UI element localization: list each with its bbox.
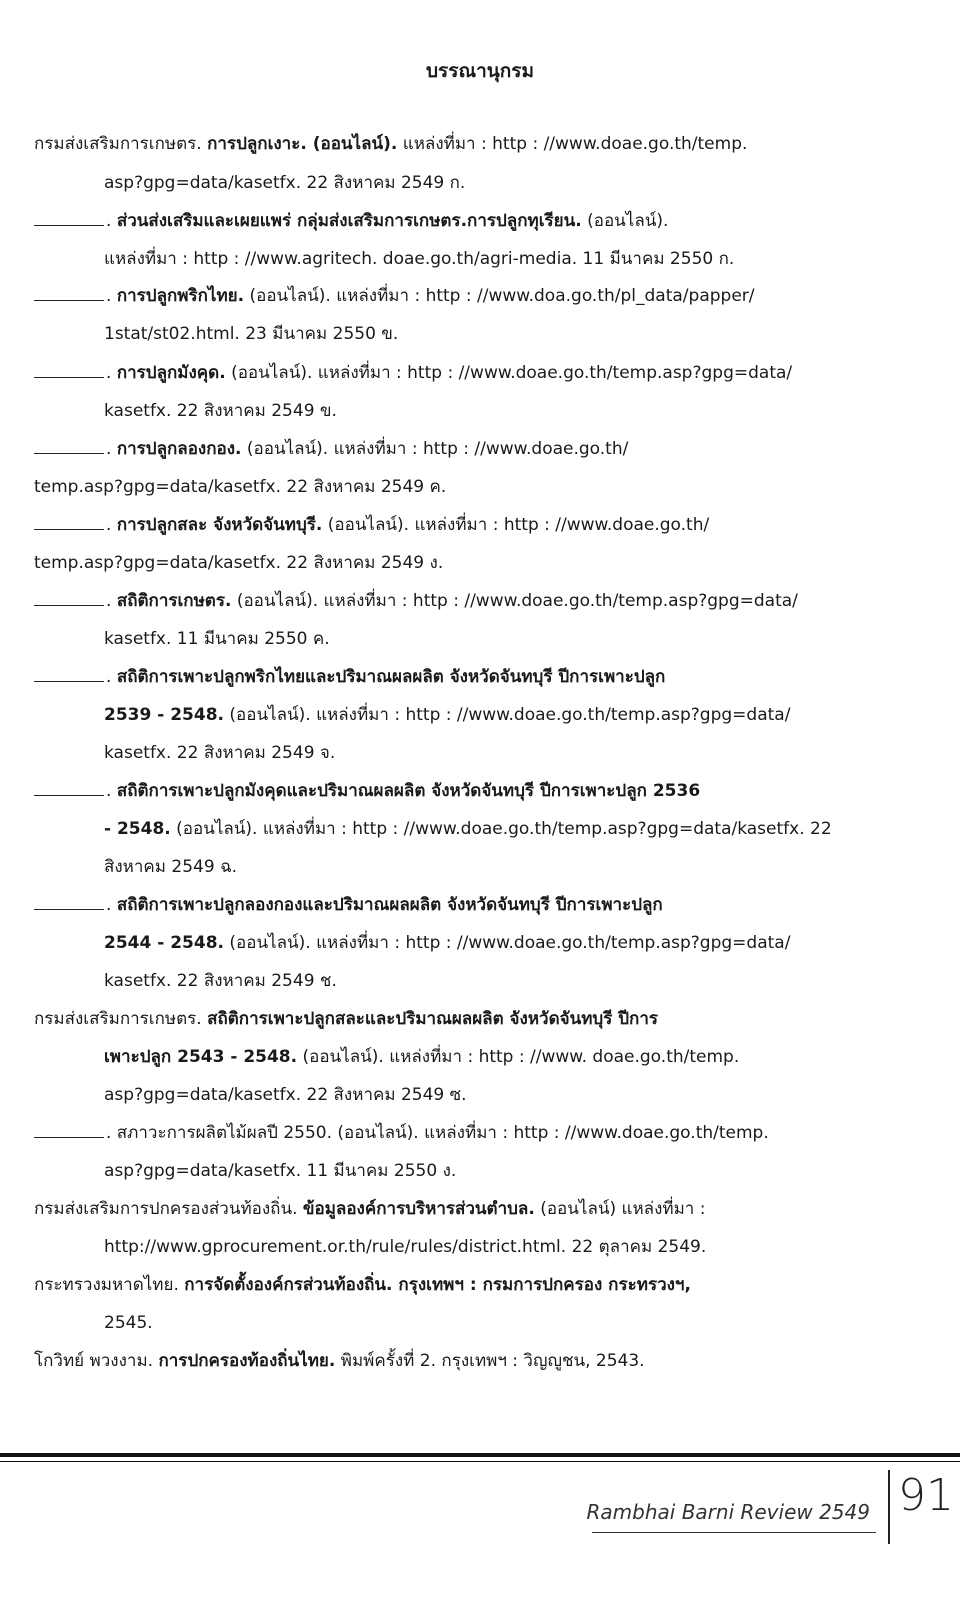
reference-line [104, 172, 465, 194]
reference-text: . [106, 439, 117, 459]
reference-text: สิงหาคม 2549 ฉ. [104, 857, 238, 877]
reference-title-text: การปลูกสละ จังหวัดจันทบุรี. [116, 515, 323, 535]
page-title: บรรณานุกรม [426, 60, 534, 82]
reference-line [104, 1084, 467, 1106]
reference-title-text: สถิติการเพาะปลูกพริกไทยและปริมาณผลผลิต จังหวัดจันทบุรี ปีการเพาะปลูก [116, 667, 666, 687]
reference-text: แหล่งที่มา : http : //www.doae.go.th/temp. [397, 134, 748, 154]
reference-text: (ออนไลน์). แหล่งที่มา : http : //www.doae.go.th/ [322, 515, 710, 535]
reference-line [34, 514, 709, 536]
reference-line [104, 742, 335, 764]
reference-line [34, 894, 663, 916]
reference-title-text: สถิติการเกษตร. [116, 591, 232, 611]
reference-line [34, 590, 798, 612]
reference-text: . [106, 211, 117, 231]
reference-text: kasetfx. 22 สิงหาคม 2549 ช. [104, 971, 337, 991]
reference-text: asp?gpg=data/kasetfx. 22 สิงหาคม 2549 ซ. [104, 1085, 467, 1105]
reference-line [104, 1312, 153, 1334]
reference-line [34, 1198, 706, 1220]
reference-line [104, 856, 237, 878]
reference-title-text: 2544 - 2548. [104, 933, 224, 953]
reference-text: พิมพ์ครั้งที่ 2. กรุงเทพฯ : วิญญูชน, 2543. [335, 1351, 645, 1371]
reference-line [34, 1274, 691, 1296]
reference-text: . [106, 363, 117, 383]
reference-text: kasetfx. 22 สิงหาคม 2549 ข. [104, 401, 337, 421]
reference-title-text: การปลูกลองกอง. [116, 439, 242, 459]
reference-text: asp?gpg=data/kasetfx. 22 สิงหาคม 2549 ก. [104, 173, 466, 193]
reference-line [34, 1008, 658, 1030]
reference-line [34, 666, 665, 688]
reference-text: (ออนไลน์). แหล่งที่มา : http : //www.doae.go.th/temp.asp?gpg=data/kasetfx. 22 [170, 819, 832, 839]
reference-text: 2545. [104, 1313, 153, 1333]
reference-text: 1stat/st02.html. 23 มีนาคม 2550 ข. [104, 324, 399, 344]
repeated-author-dash [34, 529, 104, 530]
reference-line [34, 780, 700, 802]
reference-text: kasetfx. 22 สิงหาคม 2549 จ. [104, 743, 336, 763]
reference-title-text: 2539 - 2548. [104, 705, 224, 725]
reference-line [34, 476, 446, 498]
reference-line [34, 1350, 645, 1372]
footer-rule-thin [0, 1461, 960, 1462]
reference-text: kasetfx. 11 มีนาคม 2550 ค. [104, 629, 330, 649]
reference-text: (ออนไลน์). แหล่งที่มา : http : //www. doae.go.th/temp. [297, 1047, 740, 1067]
reference-text: (ออนไลน์). แหล่งที่มา : http : //www.doa.go.th/pl_data/papper/ [244, 286, 755, 306]
reference-text: temp.asp?gpg=data/kasetfx. 22 สิงหาคม 2549 ค. [34, 477, 447, 497]
reference-text: กรมส่งเสริมการเกษตร. [34, 134, 208, 154]
reference-line [34, 1122, 769, 1144]
reference-line [104, 970, 337, 992]
reference-text: http://www.gprocurement.or.th/rule/rules/district.html. 22 ตุลาคม 2549. [104, 1237, 707, 1257]
reference-line [34, 438, 628, 460]
reference-title-text: สถิติการเพาะปลูกสละและปริมาณผลผลิต จังหวัดจันทบุรี ปีการ [207, 1009, 659, 1029]
reference-text: . [106, 515, 117, 535]
reference-line [104, 818, 832, 840]
reference-text: กรมส่งเสริมการเกษตร. [34, 1009, 208, 1029]
reference-line [104, 400, 337, 422]
reference-line [34, 552, 443, 574]
reference-text: temp.asp?gpg=data/kasetfx. 22 สิงหาคม 2549 ง. [34, 553, 444, 573]
reference-text: (ออนไลน์). แหล่งที่มา : http : //www.doae.go.th/temp.asp?gpg=data/ [223, 705, 791, 725]
reference-line [104, 704, 790, 726]
repeated-author-dash [34, 377, 104, 378]
repeated-author-dash [34, 1137, 104, 1138]
reference-line [104, 323, 398, 345]
reference-text: กรมส่งเสริมการปกครองส่วนท้องถิ่น. [34, 1199, 303, 1219]
reference-line [104, 1046, 739, 1068]
reference-text: asp?gpg=data/kasetfx. 11 มีนาคม 2550 ง. [104, 1161, 457, 1181]
reference-line [34, 362, 792, 384]
reference-text: (ออนไลน์) แหล่งที่มา : [534, 1199, 706, 1219]
reference-line [104, 628, 330, 650]
reference-line [104, 932, 790, 954]
reference-title-text: สถิติการเพาะปลูกมังคุดและปริมาณผลผลิต จังหวัดจันทบุรี ปีการเพาะปลูก 2536 [116, 781, 701, 801]
reference-title-text: - 2548. [104, 819, 171, 839]
reference-title-text: สถิติการเพาะปลูกลองกองและปริมาณผลผลิต จังหวัดจันทบุรี ปีการเพาะปลูก [116, 895, 663, 915]
page-number: 91 [898, 1470, 954, 1521]
repeated-author-dash [34, 795, 104, 796]
footer-divider [888, 1470, 890, 1544]
reference-text: . [106, 667, 117, 687]
repeated-author-dash [34, 909, 104, 910]
reference-text: . [106, 286, 117, 306]
reference-text: แหล่งที่มา : http : //www.agritech. doae.go.th/agri-media. 11 มีนาคม 2550 ก. [104, 249, 735, 269]
reference-title-text: การปลูกเงาะ. (ออนไลน์). [207, 134, 398, 154]
repeated-author-dash [34, 300, 104, 301]
reference-line [104, 1160, 456, 1182]
footer-rule-thick [0, 1453, 960, 1457]
reference-text: (ออนไลน์). แหล่งที่มา : http : //www.doae.go.th/ [241, 439, 629, 459]
reference-line [34, 285, 755, 307]
reference-text: โกวิทย์ พวงงาม. [34, 1351, 159, 1371]
reference-title-text: การปกครองท้องถิ่นไทย. [158, 1351, 336, 1371]
reference-text: (ออนไลน์). [581, 211, 669, 231]
journal-name: Rambhai Barni Review 2549 [586, 1500, 870, 1524]
reference-title-text: การจัดตั้งองค์กรส่วนท้องถิ่น. กรุงเทพฯ : กรมการปกครอง กระทรวงฯ, [184, 1275, 691, 1295]
reference-text: . สภาวะการผลิตไม้ผลปี 2550. (ออนไลน์). แหล่งที่มา : http : //www.doae.go.th/temp. [106, 1123, 769, 1143]
repeated-author-dash [34, 453, 104, 454]
repeated-author-dash [34, 681, 104, 682]
reference-text: . [106, 781, 117, 801]
reference-line [104, 1236, 706, 1258]
reference-text: (ออนไลน์). แหล่งที่มา : http : //www.doae.go.th/temp.asp?gpg=data/ [223, 933, 791, 953]
reference-text: (ออนไลน์). แหล่งที่มา : http : //www.doae.go.th/temp.asp?gpg=data/ [225, 363, 793, 383]
repeated-author-dash [34, 605, 104, 606]
reference-text: กระทรวงมหาดไทย. [34, 1275, 185, 1295]
journal-underline [592, 1532, 876, 1533]
reference-text: . [106, 895, 117, 915]
repeated-author-dash [34, 225, 104, 226]
reference-line [34, 133, 747, 155]
reference-title-text: ส่วนส่งเสริมและเผยแพร่ กลุ่มส่งเสริมการเกษตร.การปลูกทุเรียน. [116, 211, 582, 231]
reference-text: . [106, 591, 117, 611]
reference-line [104, 248, 734, 270]
reference-line [34, 210, 668, 232]
reference-title-text: ข้อมูลองค์การบริหารส่วนตำบล. [302, 1199, 535, 1219]
reference-title-text: เพาะปลูก 2543 - 2548. [104, 1047, 298, 1067]
reference-text: (ออนไลน์). แหล่งที่มา : http : //www.doae.go.th/temp.asp?gpg=data/ [231, 591, 798, 611]
reference-title-text: การปลูกพริกไทย. [116, 286, 245, 306]
reference-title-text: การปลูกมังคุด. [116, 363, 226, 383]
